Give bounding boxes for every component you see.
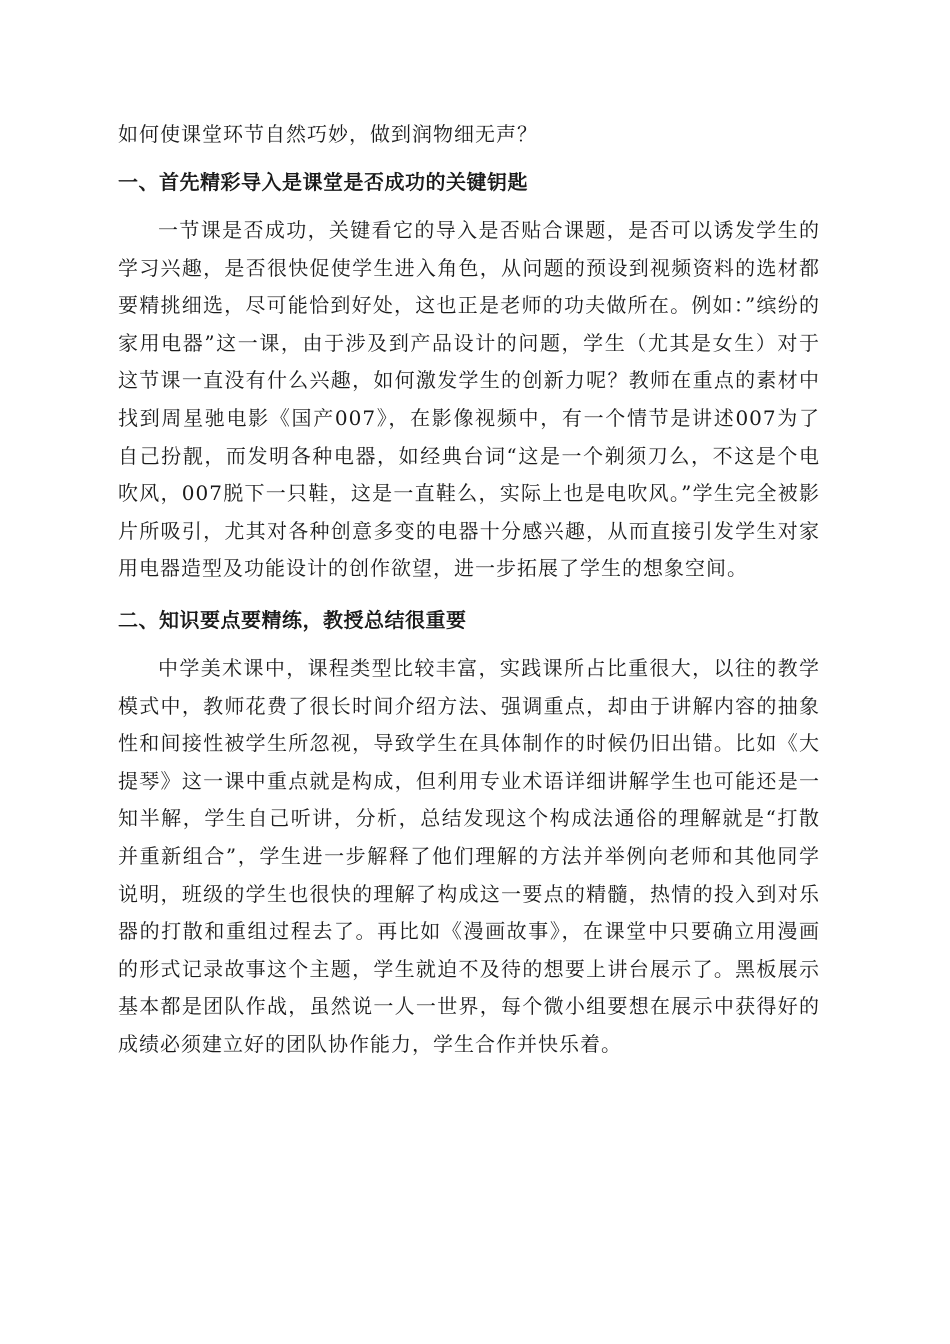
intro-line: 如何使课堂环节自然巧妙，做到润物细无声？ bbox=[118, 122, 538, 146]
section-2-paragraph: 中学美术课中，课程类型比较丰富，实践课所占比重很大，以往的教学模式中，教师花费了很长时间介绍方法、强调重点，却由于讲解内容的抽象性和间接性被学生所忽视，导致学生在具体制作的时候仍旧出错。比如《大提琴》这一课中重点就是构成，但利用专业术语详细讲解学生也可能还是一知半解，学生自己听讲，分析，总结发现这个构成法通俗的理解就是“打散并重新组合”，学生进一步解释了他们理解的方法并举例向老师和其他同学说明，班级的学生也很快的理解了构成这一要点的精髓，热情的投入到对乐器的打散和重组过程去了。再比如《漫画故事》，在课堂中只要确立用漫画的形式记录故事这个主题，学生就迫不及待的想要上讲台展示了。黑板展示基本都是团队作战，虽然说一人一世界，每个微小组要想在展示中获得好的成绩必须建立好的团队协作能力，学生合作并快乐着。 bbox=[118, 655, 820, 1056]
section-1-paragraph: 一节课是否成功，关键看它的导入是否贴合课题，是否可以诱发学生的学习兴趣，是否很快促使学生进入角色，从问题的预设到视频资料的选材都要精挑细选，尽可能恰到好处，这也正是老师的功夫做所在。例如：”缤纷的家用电器”这一课，由于涉及到产品设计的问题，学生（尤其是女生）对于这节课一直没有什么兴趣，如何激发学生的创新力呢？教师在重点的素材中找到周星驰电影《国产007》，在影像视频中，有一个情节是讲述007为了自己扮靓，而发明各种电器，如经典台词“这是一个剃须刀么，不这是个电吹风，007脱下一只鞋，这是一直鞋么，实际上也是电吹风。”学生完全被影片所吸引，尤其对各种创意多变的电器十分感兴趣，从而直接引发学生对家用电器造型及功能设计的创作欲望，进一步拓展了学生的想象空间。 bbox=[118, 218, 820, 581]
section-2-heading: 二、知识要点要精练，教授总结很重要 bbox=[118, 607, 467, 632]
section-1-heading: 一、首先精彩导入是课堂是否成功的关键钥匙 bbox=[118, 170, 528, 194]
document-body bbox=[118, 116, 820, 1063]
